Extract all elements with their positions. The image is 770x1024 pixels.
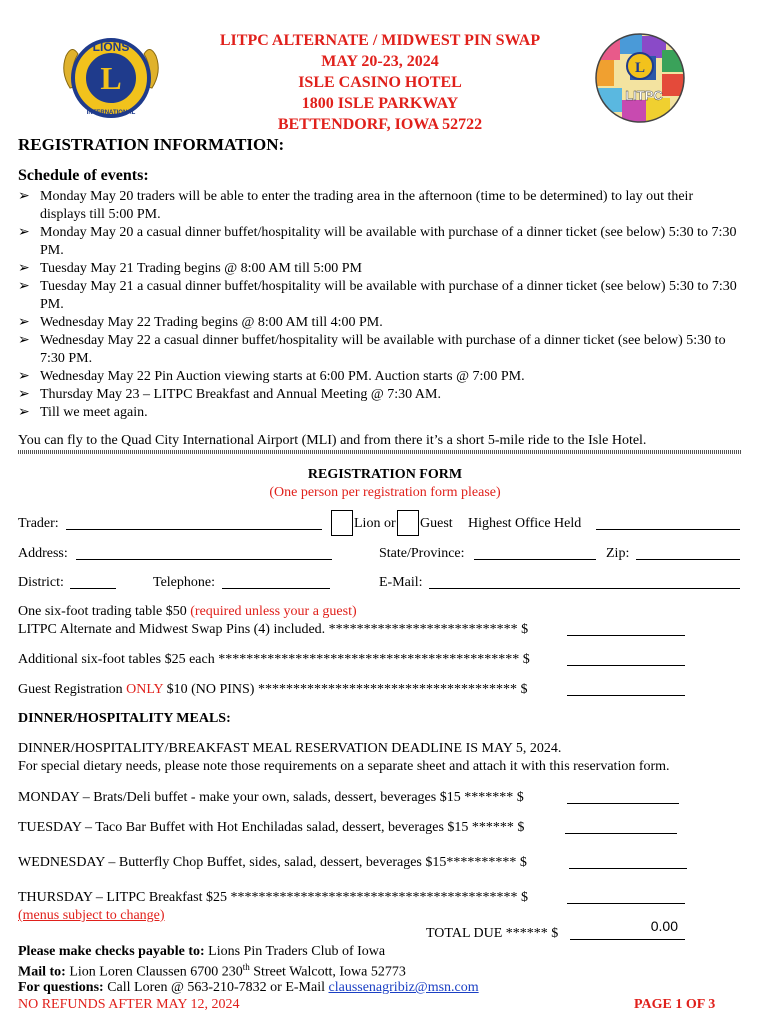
page-number: PAGE 1 OF 3 bbox=[634, 997, 716, 1012]
zip-field[interactable] bbox=[636, 546, 740, 560]
guest-registration-line: Guest Registration ONLY $10 (NO PINS) ************************************* $ bbox=[18, 682, 528, 697]
arrow-bullet-icon: ➢ bbox=[18, 333, 30, 348]
district-field[interactable] bbox=[70, 575, 116, 589]
email-link[interactable]: claussenagribiz@msn.com bbox=[328, 980, 479, 995]
guest-amount-field[interactable] bbox=[567, 682, 685, 696]
meals-title: DINNER/HOSPITALITY MEALS: bbox=[18, 711, 231, 726]
guest-checkbox[interactable] bbox=[397, 510, 419, 536]
no-refunds-note: NO REFUNDS AFTER MAY 12, 2024 bbox=[18, 997, 240, 1012]
table-fee-line: One six-foot trading table $50 (required unless your a guest) bbox=[18, 604, 357, 619]
additional-tables-amount-field[interactable] bbox=[567, 652, 685, 666]
telephone-field[interactable] bbox=[222, 575, 330, 589]
office-label: Highest Office Held bbox=[468, 516, 582, 531]
questions-line: For questions: Call Loren @ 563-210-7832 or E-Mail claussenagribiz@msn.com bbox=[18, 980, 479, 995]
section-divider bbox=[18, 450, 742, 454]
office-field[interactable] bbox=[596, 516, 740, 530]
tuesday-meal-line: TUESDAY – Taco Bar Buffet with Hot Enchiladas salad, dessert, beverages $15 ****** $ bbox=[18, 820, 525, 835]
arrow-bullet-icon: ➢ bbox=[18, 387, 30, 402]
total-due-value: 0.00 bbox=[650, 918, 678, 934]
svg-text:INTERNATIONAL: INTERNATIONAL bbox=[86, 110, 136, 116]
thursday-meal-amount-field[interactable] bbox=[567, 890, 685, 904]
svg-text:LITPC: LITPC bbox=[625, 88, 663, 103]
registration-form-title: REGISTRATION FORM bbox=[307, 467, 463, 482]
arrow-bullet-icon: ➢ bbox=[18, 369, 30, 384]
header-city: BETTENDORF, IOWA 52722 bbox=[277, 116, 483, 133]
arrow-bullet-icon: ➢ bbox=[18, 405, 30, 420]
lions-international-logo bbox=[58, 26, 164, 126]
litpc-logo bbox=[592, 30, 688, 126]
registration-info-title: REGISTRATION INFORMATION: bbox=[18, 135, 285, 154]
additional-tables-line: Additional six-foot tables $25 each ******************************************* $ bbox=[18, 652, 530, 667]
arrow-bullet-icon: ➢ bbox=[18, 225, 30, 240]
pins-line: LITPC Alternate and Midwest Swap Pins (4) included. *************************** $ bbox=[18, 622, 529, 637]
thursday-meal-line: THURSDAY – LITPC Breakfast $25 ***************************************** $ bbox=[18, 890, 528, 905]
table-amount-field[interactable] bbox=[567, 622, 685, 636]
svg-text:LIONS: LIONS bbox=[92, 40, 130, 54]
guest-label: Guest bbox=[420, 516, 453, 531]
telephone-label: Telephone: bbox=[153, 575, 215, 590]
arrow-bullet-icon: ➢ bbox=[18, 261, 30, 276]
lion-checkbox[interactable] bbox=[331, 510, 353, 536]
total-due-label: TOTAL DUE ****** $ bbox=[426, 926, 559, 941]
trader-label: Trader: bbox=[18, 516, 59, 531]
trader-field[interactable] bbox=[66, 516, 322, 530]
arrow-bullet-icon: ➢ bbox=[18, 189, 30, 204]
email-field[interactable] bbox=[429, 575, 740, 589]
arrow-bullet-icon: ➢ bbox=[18, 315, 30, 330]
district-label: District: bbox=[18, 575, 64, 590]
lion-label: Lion or bbox=[354, 516, 396, 531]
wednesday-meal-amount-field[interactable] bbox=[569, 855, 687, 869]
zip-label: Zip: bbox=[606, 546, 630, 561]
svg-text:L: L bbox=[634, 60, 646, 76]
address-label: Address: bbox=[18, 546, 68, 561]
fly-note: You can fly to the Quad City International Airport (MLI) and from there it’s a short 5-mile ride to the Isle Hotel. bbox=[18, 433, 647, 448]
checks-payable-line: Please make checks payable to: Lions Pin Traders Club of Iowa bbox=[18, 944, 386, 959]
header-dates: MAY 20-23, 2024 bbox=[321, 53, 439, 70]
header-venue: ISLE CASINO HOTEL bbox=[298, 74, 462, 91]
svg-text:L: L bbox=[100, 60, 122, 96]
monday-meal-line: MONDAY – Brats/Deli buffet - make your own, salads, dessert, beverages $15 ******* $ bbox=[18, 790, 524, 805]
header-street: 1800 ISLE PARKWAY bbox=[301, 95, 459, 112]
arrow-bullet-icon: ➢ bbox=[18, 279, 30, 294]
wednesday-meal-line: WEDNESDAY – Butterfly Chop Buffet, sides, salad, dessert, beverages $15********** $ bbox=[18, 855, 527, 870]
address-field[interactable] bbox=[76, 546, 332, 560]
meals-deadline: DINNER/HOSPITALITY/BREAKFAST MEAL RESERVATION DEADLINE IS MAY 5, 2024. bbox=[18, 741, 562, 756]
menus-note: (menus subject to change) bbox=[18, 908, 165, 923]
mail-to-line: Mail to: Lion Loren Claussen 6700 230th Street Walcott, Iowa 52773 bbox=[18, 962, 406, 980]
monday-meal-amount-field[interactable] bbox=[567, 790, 679, 804]
state-label: State/Province: bbox=[379, 546, 465, 561]
registration-form-subtitle: (One person per registration form please) bbox=[269, 485, 501, 500]
header-title: LITPC ALTERNATE / MIDWEST PIN SWAP bbox=[219, 32, 541, 49]
tuesday-meal-amount-field[interactable] bbox=[565, 820, 677, 834]
meals-dietary: For special dietary needs, please note those requirements on a separate sheet and attach it with this reservation form. bbox=[18, 759, 670, 774]
state-field[interactable] bbox=[474, 546, 596, 560]
email-label: E-Mail: bbox=[379, 575, 423, 590]
schedule-title: Schedule of events: bbox=[18, 167, 149, 184]
